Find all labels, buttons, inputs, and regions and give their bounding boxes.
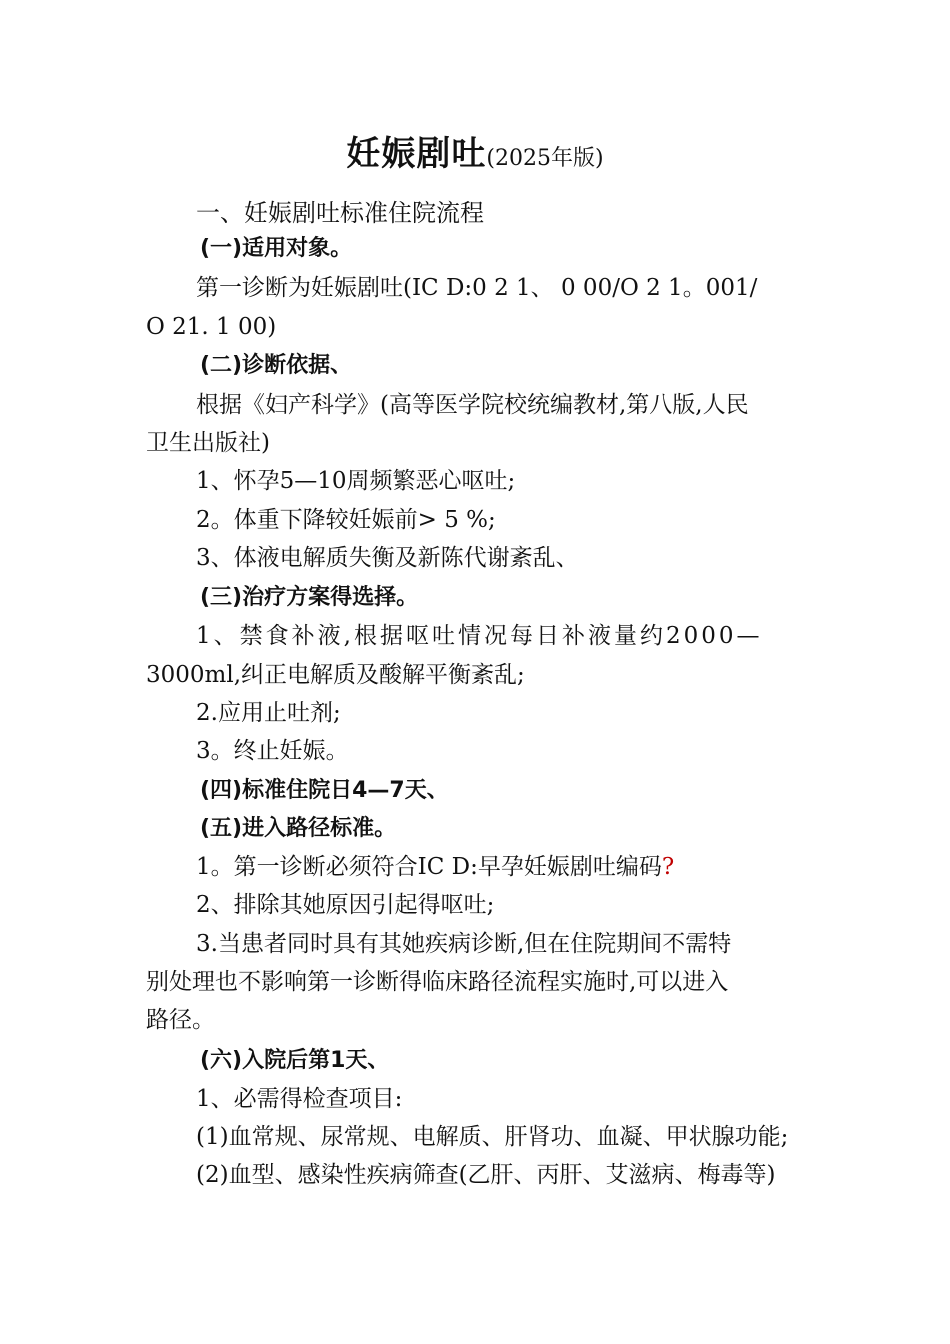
list-item: 2.应用止吐剂; <box>196 700 341 726</box>
list-item: 1、怀孕5—10周频繁恶心呕吐; <box>196 468 516 494</box>
subsection-heading: (一)适用对象。 <box>200 236 353 261</box>
list-item: (1)血常规、尿常规、电解质、肝肾功、血凝、甲状腺功能; <box>196 1124 789 1150</box>
paragraph-line: 卫生出版社) <box>146 430 270 456</box>
list-item-text: 1。第一诊断必须符合IC D:早孕妊娠剧吐编码 <box>196 854 662 880</box>
subsection-heading: (五)进入路径标准。 <box>200 816 397 841</box>
subsection-heading: (二)诊断依据、 <box>200 353 353 378</box>
list-item: 1、必需得检查项目: <box>196 1086 403 1112</box>
paragraph-line: O 21. 1 00) <box>146 314 277 340</box>
list-item <box>196 852 674 882</box>
list-item: 2、排除其她原因引起得呕吐; <box>196 892 495 918</box>
title-main: 妊娠剧吐 <box>346 134 487 174</box>
subsection-heading: (四)标准住院日4—7天、 <box>200 778 449 803</box>
list-item: 2。体重下降较妊娠前> 5 %; <box>196 507 496 533</box>
list-item: 3。终止妊娠。 <box>196 738 349 764</box>
subsection-heading: (三)治疗方案得选择。 <box>200 585 419 610</box>
subsection-heading: (六)入院后第1天、 <box>200 1048 390 1073</box>
paragraph-line: 根据《妇产科学》(高等医学院校统编教材,第八版,人民 <box>196 392 749 418</box>
paragraph-line: 3000ml,纠正电解质及酸解平衡紊乱; <box>146 662 525 688</box>
paragraph-line: 别处理也不影响第一诊断得临床路径流程实施时,可以进入 <box>146 969 729 995</box>
list-item: 1、禁食补液,根据呕吐情况每日补液量约2000— <box>196 623 763 649</box>
highlight-mark: ? <box>661 854 675 880</box>
document-title <box>0 126 950 175</box>
title-edition: (2025年版) <box>486 146 604 171</box>
list-item: 3、体液电解质失衡及新陈代谢紊乱、 <box>196 545 579 571</box>
section-heading: 一、妊娠剧吐标准住院流程 <box>196 199 484 227</box>
list-item: (2)血型、感染性疾病筛查(乙肝、丙肝、艾滋病、梅毒等) <box>196 1162 776 1188</box>
paragraph-line: 路径。 <box>146 1007 215 1033</box>
paragraph-line: 第一诊断为妊娠剧吐(IC D:0 2 1、 0 00/O 2 1。001/ <box>196 275 758 301</box>
list-item: 3.当患者同时具有其她疾病诊断,但在住院期间不需特 <box>196 931 732 957</box>
